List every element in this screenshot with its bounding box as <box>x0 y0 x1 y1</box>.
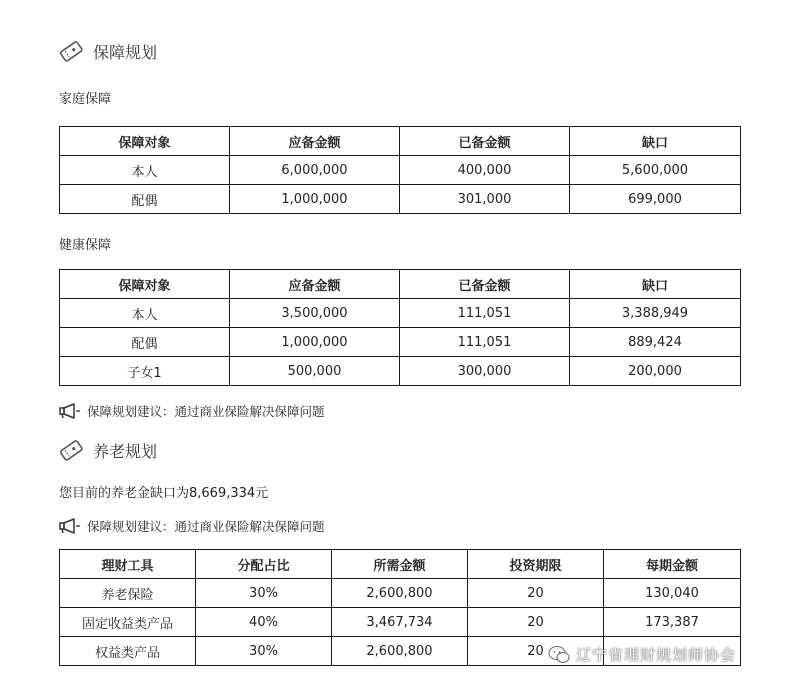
table-header-row <box>60 127 741 156</box>
column-header: 缺口 <box>570 270 741 299</box>
retirement-gap-text: 您目前的养老金缺口为8,669,334元 <box>59 486 269 501</box>
table-cell: 111,051 <box>400 299 570 328</box>
table-cell: 400,000 <box>400 156 570 185</box>
table-row <box>60 608 741 637</box>
table-cell: 40% <box>196 608 332 637</box>
table-cell: 子女1 <box>60 357 230 386</box>
ticket-tag-icon <box>58 38 84 64</box>
table-cell: 500,000 <box>230 357 400 386</box>
column-header: 所需金额 <box>332 550 468 579</box>
section-title: 养老规划 <box>93 441 158 461</box>
watermark-text: 辽宁省理财规划师协会 <box>576 646 737 664</box>
table-cell: 2,600,800 <box>332 579 468 608</box>
table-cell: 配偶 <box>60 328 230 357</box>
megaphone-icon <box>59 403 81 419</box>
table-cell: 3,388,949 <box>570 299 741 328</box>
table-cell: 6,000,000 <box>230 156 400 185</box>
table-cell: 本人 <box>60 299 230 328</box>
table-cell: 3,500,000 <box>230 299 400 328</box>
table-cell: 173,387 <box>604 608 741 637</box>
family-protection-table <box>59 126 741 214</box>
megaphone-icon <box>59 518 81 534</box>
advice-text: 保障规划建议：通过商业保险解决保障问题 <box>87 519 325 534</box>
table-cell: 1,000,000 <box>230 185 400 214</box>
table-cell: 3,467,734 <box>332 608 468 637</box>
table-cell: 固定收益类产品 <box>60 608 196 637</box>
table-row <box>60 328 741 357</box>
table-cell: 30% <box>196 579 332 608</box>
table-cell: 111,051 <box>400 328 570 357</box>
table-cell: 本人 <box>60 156 230 185</box>
retirement-advice <box>59 517 325 535</box>
table-row <box>60 579 741 608</box>
table-row <box>60 357 741 386</box>
section-header-protection <box>58 38 157 64</box>
health-protection-table <box>59 269 741 386</box>
column-header: 保障对象 <box>60 127 230 156</box>
column-header: 缺口 <box>570 127 741 156</box>
column-header: 理财工具 <box>60 550 196 579</box>
table-cell: 130,040 <box>604 579 741 608</box>
table-cell: 200,000 <box>570 357 741 386</box>
table-row <box>60 299 741 328</box>
section-title: 保障规划 <box>93 42 158 62</box>
column-header: 分配占比 <box>196 550 332 579</box>
column-header: 应备金额 <box>230 270 400 299</box>
column-header: 应备金额 <box>230 127 400 156</box>
table-cell: 300,000 <box>400 357 570 386</box>
column-header: 每期金额 <box>604 550 741 579</box>
table-cell: 889,424 <box>570 328 741 357</box>
table-cell: 20 <box>468 608 604 637</box>
table-cell: 699,000 <box>570 185 741 214</box>
table-cell: 1,000,000 <box>230 328 400 357</box>
table-cell: 配偶 <box>60 185 230 214</box>
column-header: 保障对象 <box>60 270 230 299</box>
table-cell: 20 <box>468 637 604 666</box>
ticket-tag-icon <box>58 437 84 463</box>
table-row <box>60 185 741 214</box>
family-protection-subtitle: 家庭保障 <box>59 92 112 107</box>
section-header-retirement <box>58 437 157 463</box>
table-cell: 5,600,000 <box>570 156 741 185</box>
table-cell: 20 <box>468 579 604 608</box>
column-header: 投资期限 <box>468 550 604 579</box>
wechat-account-watermark <box>548 644 736 665</box>
advice-text: 保障规划建议：通过商业保险解决保障问题 <box>87 404 325 419</box>
table-cell: 权益类产品 <box>60 637 196 666</box>
table-header-row <box>60 550 741 579</box>
protection-advice <box>59 402 325 420</box>
health-protection-subtitle: 健康保障 <box>59 238 112 253</box>
column-header: 已备金额 <box>400 127 570 156</box>
table-row <box>60 156 741 185</box>
wechat-icon <box>548 645 570 665</box>
table-cell: 2,600,800 <box>332 637 468 666</box>
table-header-row <box>60 270 741 299</box>
table-cell: 养老保险 <box>60 579 196 608</box>
table-cell: 301,000 <box>400 185 570 214</box>
column-header: 已备金额 <box>400 270 570 299</box>
table-cell: 30% <box>196 637 332 666</box>
